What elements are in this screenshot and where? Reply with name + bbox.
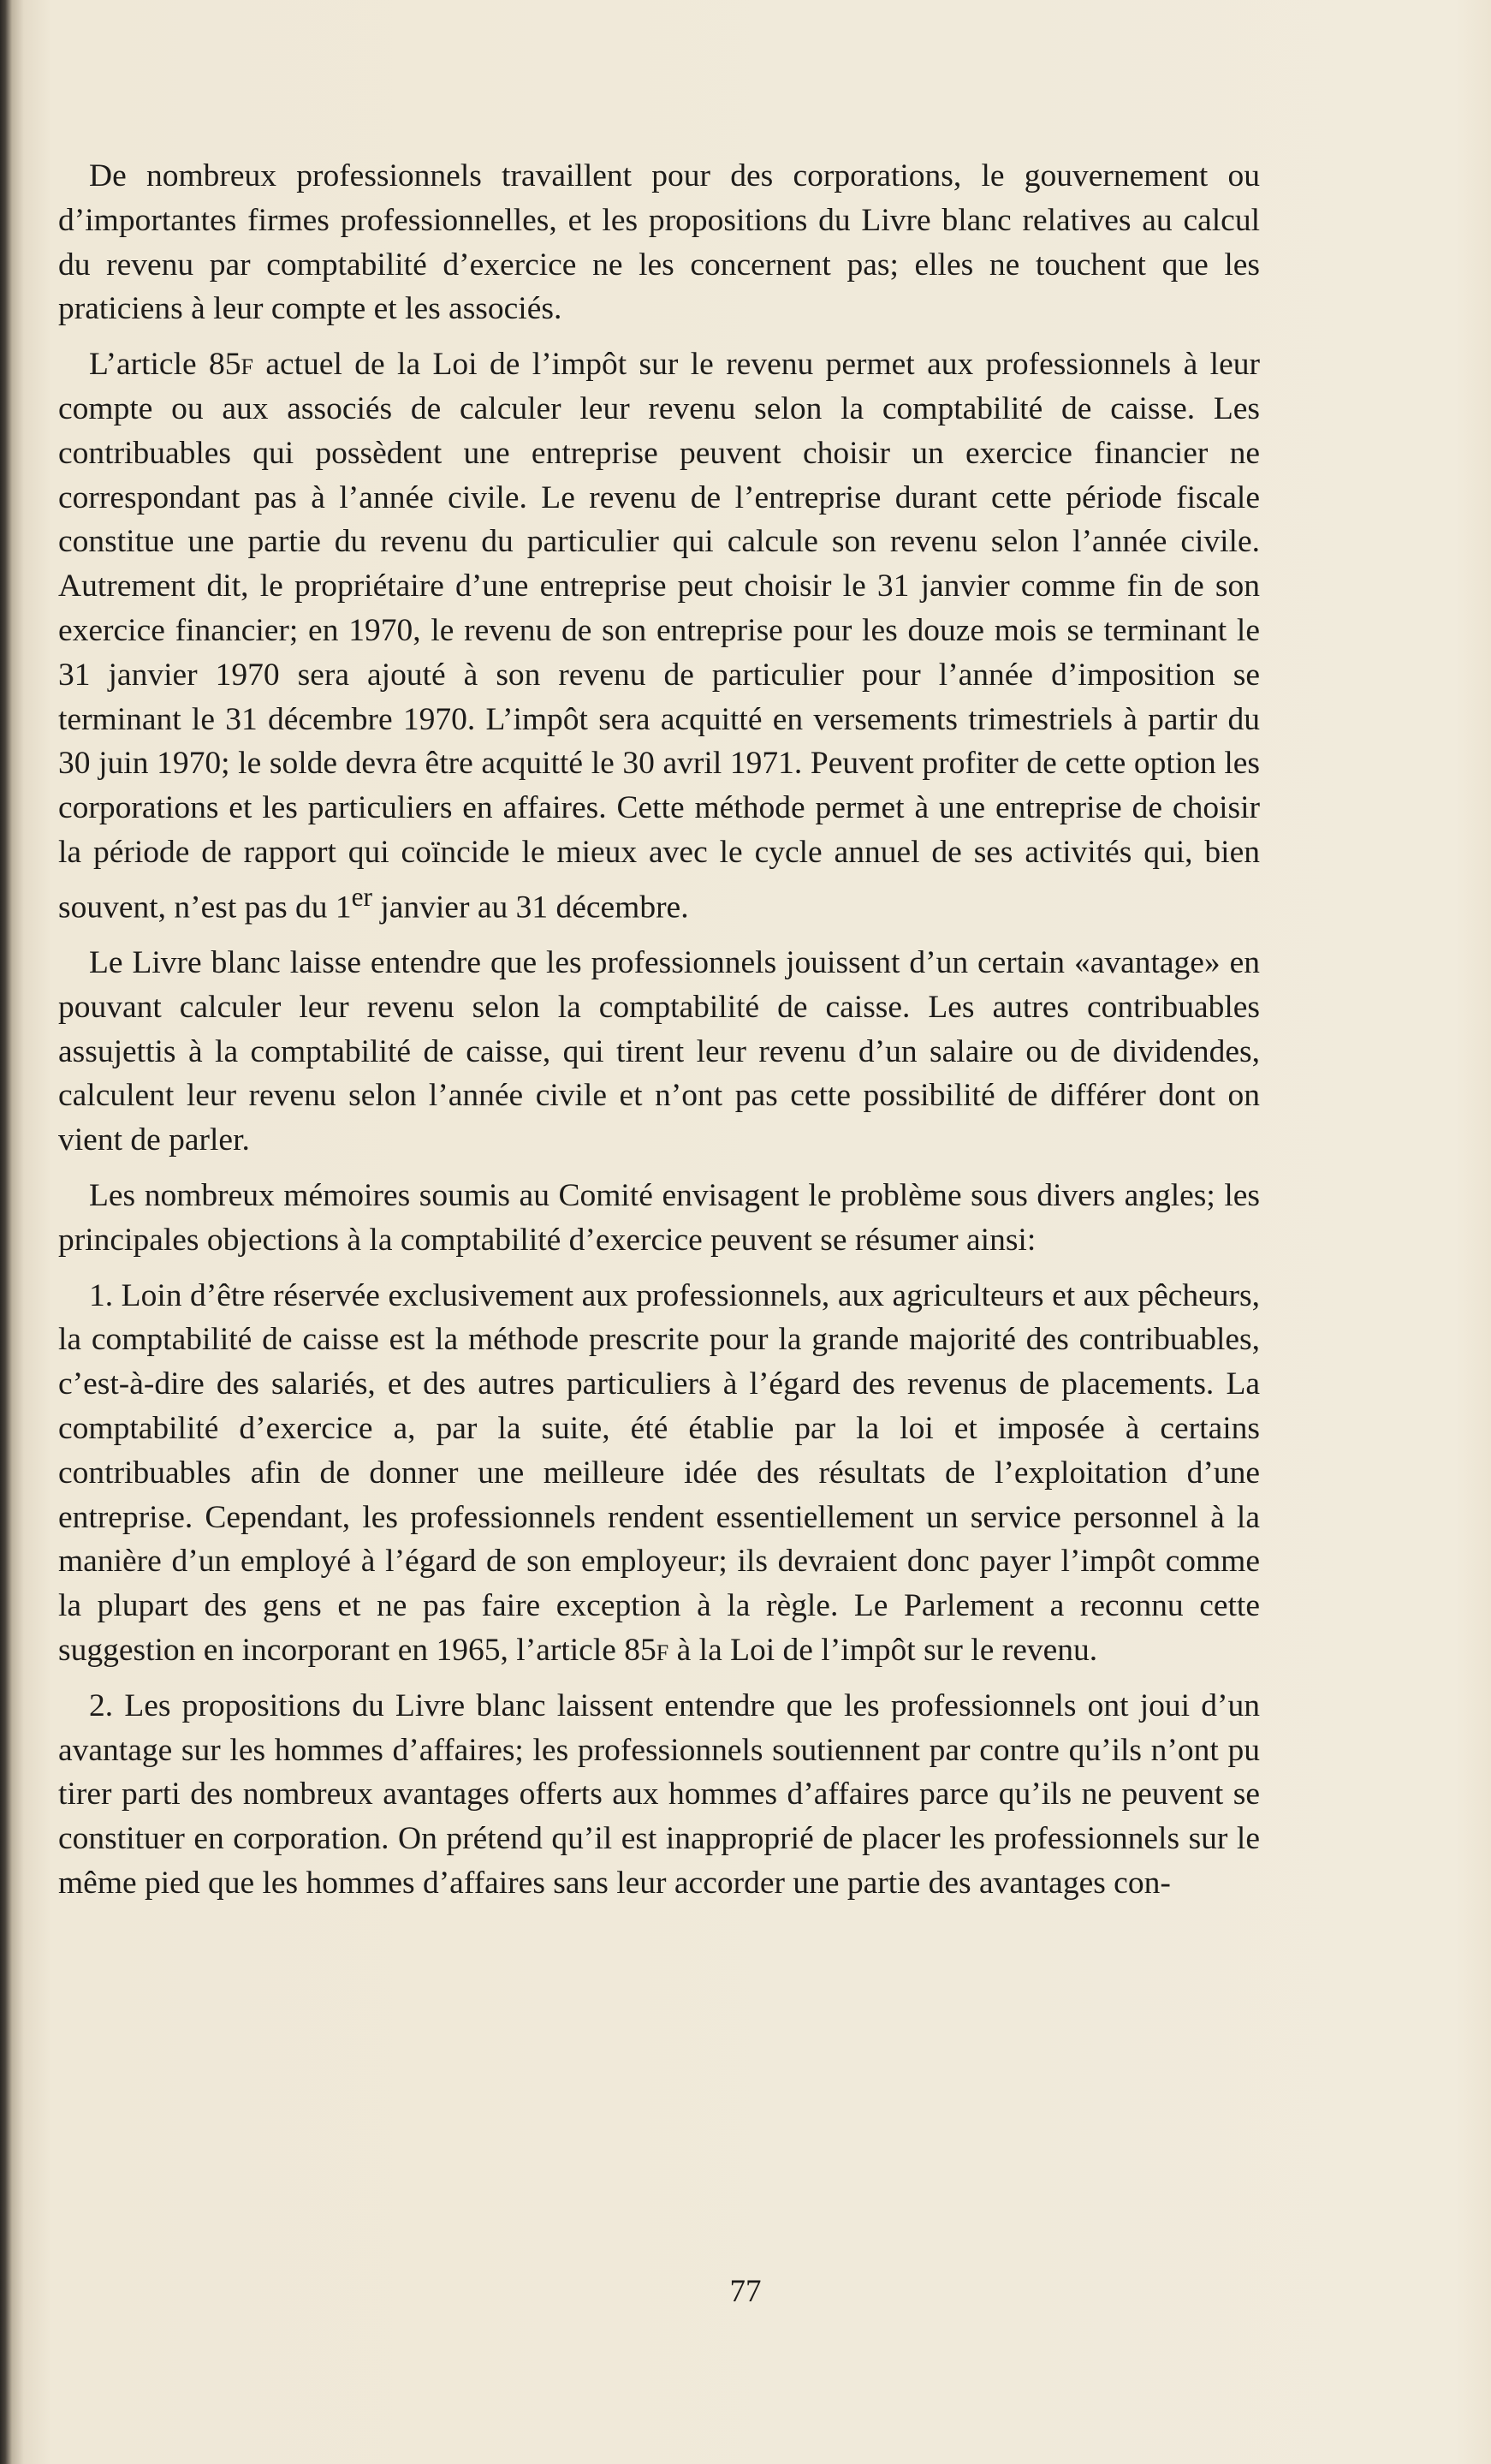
page-number: 77 bbox=[729, 2274, 762, 2309]
paragraph-4: Les nombreux mémoires soumis au Comité envisagent le problème sous divers angles; les principales objections à la comptabilité d’exercice peuvent se résumer ainsi: bbox=[58, 1178, 1260, 1258]
paragraph-1: De nombreux professionnels travaillent pour des corporations, le gouvernement ou d’importantes firmes professionnelles, et les propositions du Livre blanc relatives au calcul du revenu par comptabilité d’exercice ne les concernent pas; elles ne touchent que les praticiens à leur compte et les associés. bbox=[58, 158, 1260, 327]
list-item-2-number: 2. bbox=[89, 1687, 114, 1723]
list-item-1-text-a: Loin d’être réservée exclusivement aux professionnels, aux agriculteurs et aux pêcheurs, la comptabilité de caisse est la méthode prescrite pour la grande majorité des contribuables, c’est-à-dire des salariés, et des autres particuliers à l’égard des revenus de placements. La comptabilité d’exercice a, par la suite, été établie par la loi et imposée à certains contribuables afin de donner une meilleure idée des résultats de l’exploitation d’une entreprise. Cependant, les professionnels rendent essentiellement un service personnel à la manière d’un employé à l’égard de son employeur; ils devraient donc payer l’impôt comme la plupart des gens et ne pas faire exception à la règle. Le Parlement a reconnu cette suggestion en incorporant en 1965, l’article 85 bbox=[58, 1277, 1260, 1668]
list-item-1 bbox=[58, 1274, 1260, 1673]
ordinal-superscript: er bbox=[351, 881, 372, 912]
list-item-2-text: Les propositions du Livre blanc laissent entendre que les professionnels ont joui d’un avantage sur les hommes d’affaires; les professionnels soutiennent par contre qu’ils n’ont pu tirer parti des nombreux avantages offerts aux hommes d’affaires parce qu’ils ne peuvent se constituer en corporation. On prétend qu’il est inapproprié de placer les professionnels sur le même pied que les hommes d’affaires sans leur accorder une partie des avantages con- bbox=[58, 1687, 1260, 1901]
list-item-1-article-suffix: f bbox=[656, 1633, 669, 1668]
list-item-2 bbox=[58, 1684, 1260, 1906]
paragraph-2 bbox=[58, 342, 1260, 930]
body-text bbox=[58, 154, 1260, 1917]
paragraph-3: Le Livre blanc laisse entendre que les professionnels jouissent d’un certain «avantage» en pouvant calculer leur revenu selon la comptabilité de caisse. Les autres contribuables assujettis à la comptabilité de caisse, qui tirent leur revenu d’un salaire ou de dividendes, calculent leur revenu selon l’année civile et n’ont pas cette possibilité de différer dont on vient de parler. bbox=[58, 945, 1260, 1158]
paragraph-2-text-c: janvier au 31 décembre. bbox=[371, 890, 689, 925]
list-item-1-text-b: à la Loi de l’impôt sur le revenu. bbox=[668, 1633, 1098, 1668]
article-suffix: f bbox=[241, 347, 253, 383]
list-item-1-number: 1. bbox=[89, 1277, 114, 1313]
paragraph-2-text-a: L’article 85 bbox=[89, 347, 241, 383]
paragraph-2-text-b: actuel de la Loi de l’impôt sur le revenu permet aux professionnels à leur compte ou aux associés de calculer leur revenu selon la comptabilité de caisse. Les contribuables qui possèdent une entreprise peuvent choisir un exercice financier ne correspondant pas à l’année civile. Le revenu de l’entreprise durant cette période fiscale constitue une partie du revenu du particulier qui calcule son revenu selon l’année civile. Autrement dit, le propriétaire d’une entreprise peut choisir le 31 janvier comme fin de son exercice financier; en 1970, le revenu de son entreprise pour les douze mois se terminant le 31 janvier 1970 sera ajouté à son revenu de particulier pour l’année d’imposition se terminant le 31 décembre 1970. L’impôt sera acquitté en versements trimestriels à partir du 30 juin 1970; le solde devra être acquitté le 30 avril 1971. Peuvent profiter de cette option les corporations et les particuliers en affaires. Cette méthode permet à une entreprise de choisir la période de rapport qui coïncide le mieux avec le cycle annuel de ses activités qui, bien souvent, n’est pas du 1 bbox=[58, 347, 1260, 925]
